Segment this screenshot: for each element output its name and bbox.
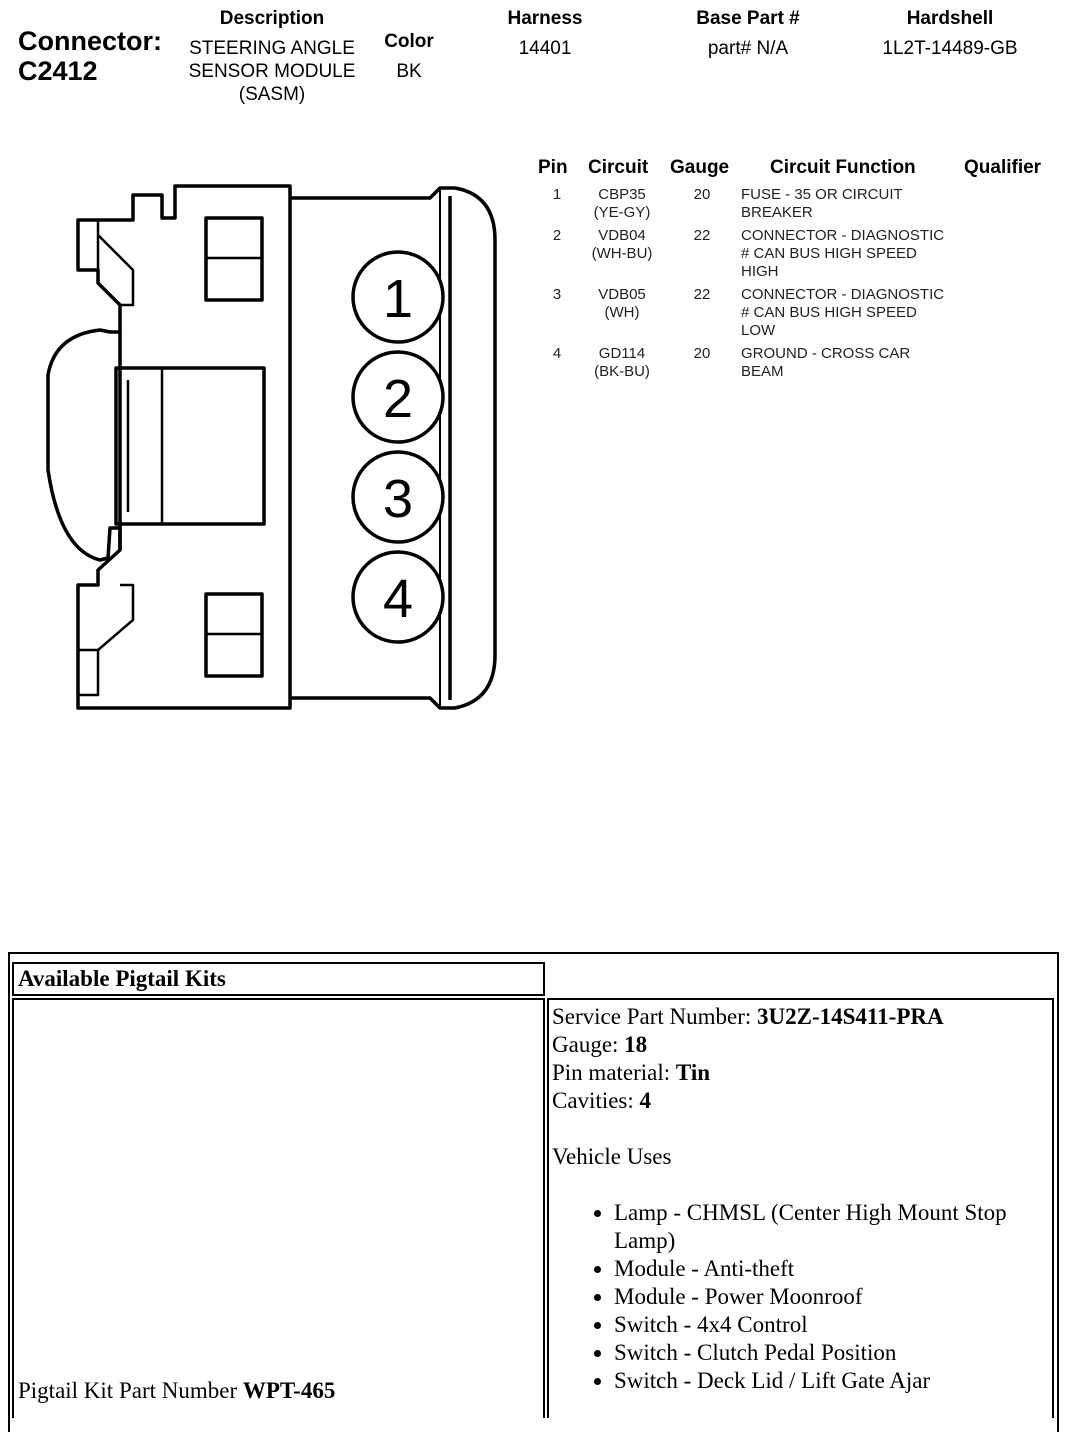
function-col-header: Circuit Function — [770, 157, 916, 178]
pigtail-kit-cell — [12, 998, 545, 1418]
row-circuit — [580, 345, 664, 381]
list-item: • Switch - Deck Lid / Lift Gate Ajar — [614, 1367, 1052, 1395]
circuit-color: (WH-BU) — [591, 245, 653, 262]
circuit-color: (YE-GY) — [593, 204, 651, 221]
color-value: BK — [396, 61, 422, 82]
circuit-col-header: Circuit — [588, 157, 649, 178]
row-function — [741, 186, 971, 222]
function-line: # CAN BUS HIGH SPEED — [741, 304, 917, 321]
qualifier-col-header: Qualifier — [964, 157, 1042, 178]
circuit-id: CBP35 — [598, 186, 646, 203]
pin-material-label: Pin material: — [552, 1060, 676, 1085]
pin-number-3: 3 — [382, 469, 414, 529]
description-line: (SASM) — [238, 84, 306, 105]
base-part-label: Base Part # — [696, 8, 800, 29]
circuit-id: VDB04 — [598, 227, 646, 244]
pigtail-details-cell — [547, 998, 1054, 1418]
pigtail-details — [552, 1003, 1052, 1395]
row-gauge: 22 — [693, 227, 711, 244]
list-item: • Switch - Clutch Pedal Position — [614, 1339, 1052, 1367]
row-pin: 3 — [552, 286, 562, 303]
function-line: GROUND - CROSS CAR — [741, 345, 911, 362]
pigtail-title-cell — [12, 962, 545, 996]
row-circuit — [580, 227, 664, 263]
pin-number-4: 4 — [382, 569, 414, 629]
pin-number-1: 1 — [382, 269, 414, 329]
list-item: • Module - Anti-theft — [614, 1255, 1052, 1283]
harness-label: Harness — [507, 8, 583, 29]
circuit-color: (BK-BU) — [594, 363, 650, 380]
row-circuit — [580, 186, 664, 222]
function-line: HIGH — [741, 263, 779, 280]
connector-face-diagram — [40, 180, 510, 720]
row-pin: 1 — [552, 186, 562, 203]
function-line: CONNECTOR - DIAGNOSTIC — [741, 286, 945, 303]
description-line: SENSOR MODULE — [188, 61, 356, 82]
row-circuit — [580, 286, 664, 322]
hardshell-label: Hardshell — [906, 8, 994, 29]
pin-col-header: Pin — [538, 157, 568, 178]
description-line: STEERING ANGLE — [189, 38, 355, 59]
harness-value: 14401 — [518, 38, 572, 59]
hardshell-value: 1L2T-14489-GB — [882, 38, 1018, 59]
circuit-id: VDB05 — [598, 286, 646, 303]
function-line: FUSE - 35 OR CIRCUIT — [741, 186, 903, 203]
list-item: • Lamp - CHMSL (Center High Mount Stop Lamp) — [614, 1199, 1052, 1255]
pigtail-kit-part — [18, 1378, 335, 1404]
connector-id: C2412 — [18, 56, 98, 86]
description-value — [172, 37, 372, 106]
service-part-value: 3U2Z-14S411-PRA — [757, 1004, 944, 1029]
function-line: BEAM — [741, 363, 784, 380]
cavities-value: 4 — [639, 1088, 652, 1113]
gauge-label: Gauge: — [552, 1032, 625, 1057]
function-line: # CAN BUS HIGH SPEED — [741, 245, 917, 262]
gauge-col-header: Gauge — [670, 157, 730, 178]
circuit-color: (WH) — [604, 304, 640, 321]
cavities-label: Cavities: — [552, 1088, 640, 1113]
circuit-id: GD114 — [598, 345, 646, 362]
row-gauge: 20 — [693, 345, 711, 362]
connector-label-text: Connector: — [18, 26, 162, 56]
vehicle-uses-list — [552, 1199, 1052, 1395]
cavities-row — [552, 1087, 1052, 1115]
row-function — [741, 227, 971, 281]
function-line: BREAKER — [741, 204, 813, 221]
pin-material-row — [552, 1059, 1052, 1087]
connector-label — [18, 26, 162, 86]
kit-part-label: Pigtail Kit Part Number — [18, 1378, 243, 1403]
vehicle-uses-label: Vehicle Uses — [552, 1144, 672, 1169]
kit-part-value: WPT-465 — [242, 1378, 336, 1403]
row-function — [741, 286, 971, 340]
base-part-value: part# N/A — [707, 38, 789, 59]
pin-material-value: Tin — [675, 1060, 711, 1085]
latch-window — [116, 368, 264, 524]
gauge-value: 18 — [624, 1032, 648, 1057]
list-item: • Switch - 4x4 Control — [614, 1311, 1052, 1339]
description-label: Description — [219, 8, 325, 29]
function-line: CONNECTOR - DIAGNOSTIC — [741, 227, 945, 244]
service-part-number — [552, 1003, 1052, 1031]
row-pin: 2 — [552, 227, 562, 244]
pigtail-title: Available Pigtail Kits — [18, 966, 226, 991]
row-gauge: 22 — [693, 286, 711, 303]
row-pin: 4 — [552, 345, 562, 362]
list-item: • Module - Power Moonroof — [614, 1283, 1052, 1311]
service-part-label: Service Part Number: — [552, 1004, 758, 1029]
row-gauge: 20 — [693, 186, 711, 203]
color-label: Color — [384, 31, 434, 52]
pin-number-2: 2 — [382, 369, 414, 429]
gauge-row — [552, 1031, 1052, 1059]
connector-body-outline — [48, 186, 290, 708]
function-line: LOW — [741, 322, 776, 339]
row-function — [741, 345, 971, 381]
